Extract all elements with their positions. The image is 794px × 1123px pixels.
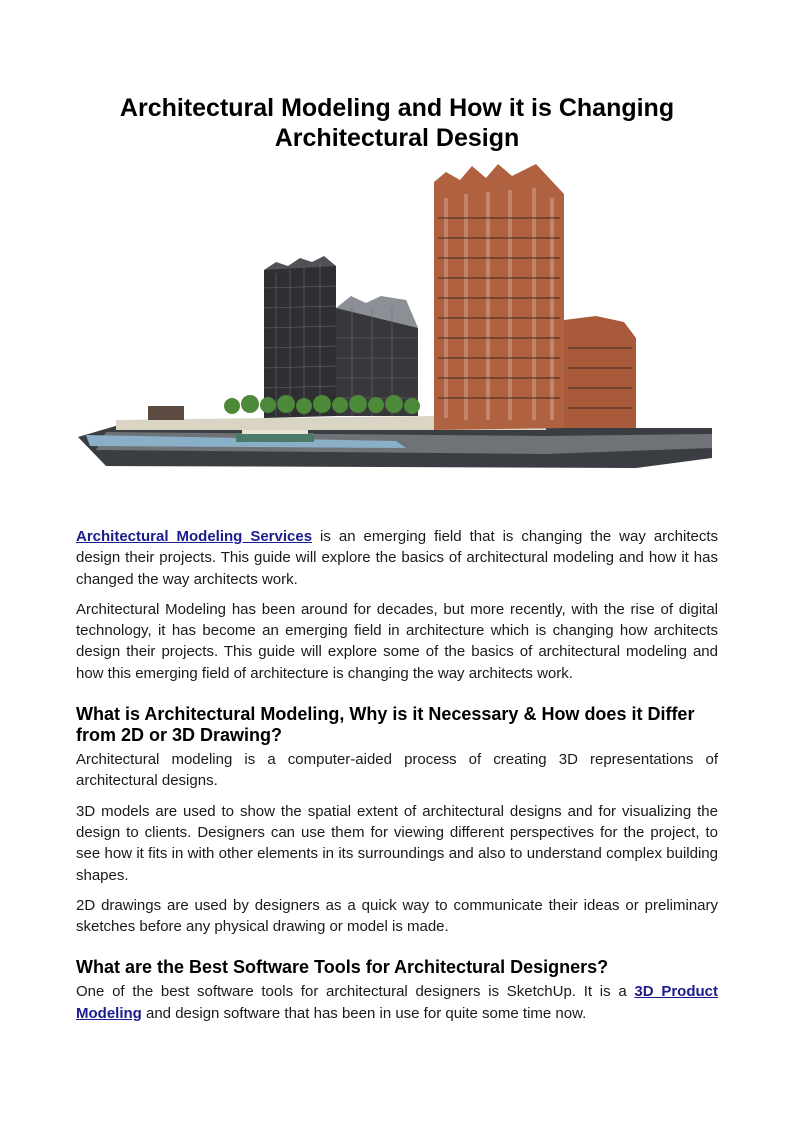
canal-boat	[236, 433, 314, 442]
brick-tower	[434, 164, 564, 430]
section-1-paragraph-2: 3D models are used to show the spatial extent of architectural designs and for visualizing the design to clients. Designers can use them for viewing different perspectives for the project, to see how it fits in with other elements in its surroundings and also to understand complex building shapes.	[76, 802, 718, 884]
section-1-heading: What is Architectural Modeling, Why is it Necessary & How does it Differ from 2D or 3D Drawing?	[76, 704, 695, 746]
3d-product-modeling-link[interactable]: 3D Product Modeling	[76, 983, 718, 1022]
paragraph-2: Architectural Modeling has been around for decades, but more recently, with the rise of digital technology, it has become an emerging field in architecture which is changing how architects design their projects. This guide will explore some of the basics of architectural modeling and how this emerging field of architecture is changing the way architects work.	[76, 600, 718, 682]
page-title: Architectural Modeling and How it is Changing Architectural Design	[119, 94, 675, 152]
architectural-modeling-services-link[interactable]: Architectural Modeling Services	[76, 528, 313, 545]
intro-paragraph	[76, 526, 718, 590]
intro-text: is an emerging field that is changing the way architects design their projects. This guide will explore the basics of architectural modeling and how it has changed the way architects work.	[76, 528, 719, 588]
pavilion	[148, 406, 184, 420]
section-2-heading: What are the Best Software Tools for Architectural Designers?	[76, 957, 609, 978]
tree-row	[224, 395, 420, 414]
section-1-paragraph-3: 2D drawings are used by designers as a quick way to communicate their ideas or preliminary sketches before any physical drawing or model is made.	[76, 896, 718, 936]
section-2-paragraph-1	[76, 981, 718, 1024]
section-2-text-before: One of the best software tools for architectural designers is SketchUp. It is a	[76, 983, 635, 1001]
brick-annex	[564, 316, 636, 428]
dark-tower-left	[264, 262, 336, 418]
section-1-paragraph-1: Architectural modeling is a computer-aided process of creating 3D representations of architectural designs.	[76, 751, 718, 790]
section-2-text-after: and design software that has been in use for quite some time now.	[141, 1004, 587, 1022]
article-body	[76, 526, 718, 1033]
building-render-image	[76, 158, 718, 474]
